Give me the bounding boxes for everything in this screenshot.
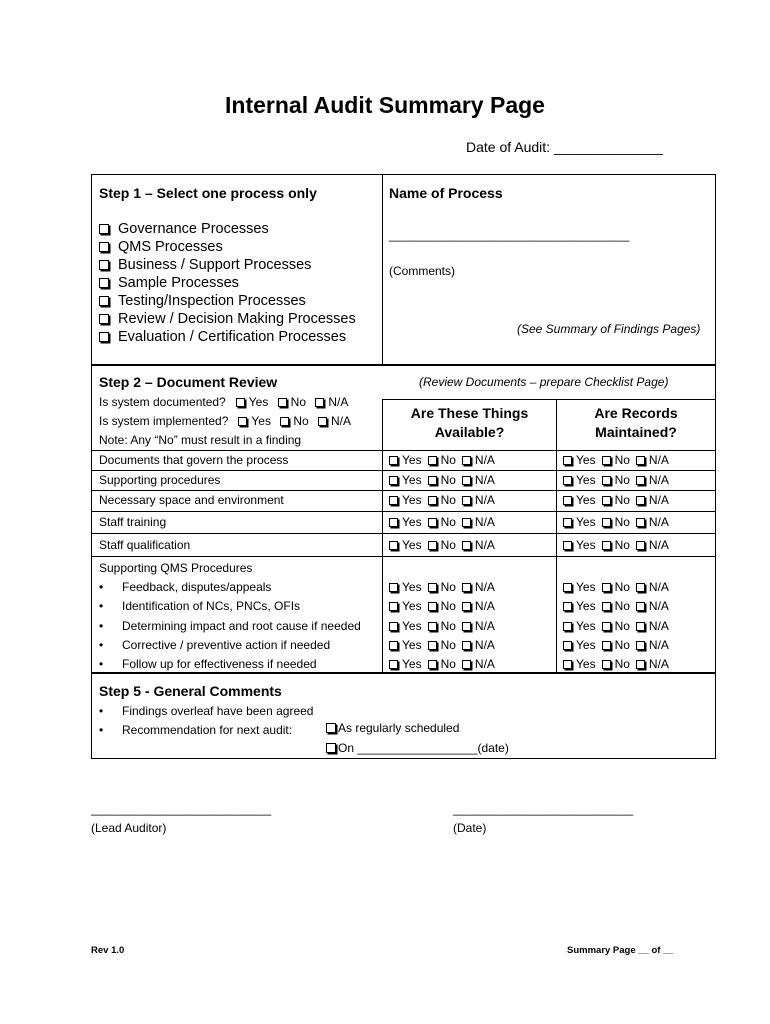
yes-no-na-options	[563, 580, 675, 594]
checkbox-icon[interactable]	[389, 456, 398, 465]
yes-option[interactable]: Yes	[389, 580, 422, 594]
qms-item: • Corrective / preventive action if needed	[99, 638, 331, 652]
date-option[interactable]: On __________________(date)	[326, 741, 509, 755]
no-option[interactable]: No	[602, 580, 630, 594]
checkbox-icon[interactable]	[563, 660, 572, 669]
no-option[interactable]: No	[428, 638, 456, 652]
na-option[interactable]: N/A	[636, 580, 669, 594]
checkbox-icon[interactable]	[636, 641, 645, 650]
checkbox-icon[interactable]	[636, 518, 645, 527]
no-option[interactable]: No	[602, 473, 630, 487]
checkbox-icon[interactable]	[563, 641, 572, 650]
yes-option[interactable]: Yes	[238, 414, 271, 428]
no-option[interactable]: No	[278, 395, 306, 409]
process-option[interactable]: Review / Decision Making Processes	[99, 310, 356, 328]
no-option[interactable]: No	[428, 580, 456, 594]
checkbox-icon[interactable]	[563, 583, 572, 592]
yes-option[interactable]: Yes	[563, 453, 596, 467]
yes-no-na-options	[563, 473, 675, 487]
column-header-available: Are These Things Available?	[410, 405, 529, 440]
checkbox-icon[interactable]	[389, 641, 398, 650]
yes-no-na-options	[563, 619, 675, 633]
column-header-records: Are Records Maintained?	[594, 405, 678, 440]
checkbox-icon[interactable]	[636, 456, 645, 465]
no-option[interactable]: No	[428, 619, 456, 633]
na-option[interactable]: N/A	[462, 493, 495, 507]
checkbox-icon[interactable]	[462, 496, 471, 505]
checkbox-icon[interactable]	[99, 296, 109, 306]
yes-no-na-options	[389, 453, 501, 467]
checkbox-icon[interactable]	[602, 476, 611, 485]
comment-bullet: • Recommendation for next audit:	[99, 723, 293, 737]
na-option[interactable]: N/A	[315, 395, 348, 409]
checkbox-icon[interactable]	[428, 496, 437, 505]
checkbox-icon[interactable]	[462, 602, 471, 611]
date-signature-line[interactable]: ___________________________	[453, 802, 634, 816]
lead-auditor-label: (Lead Auditor)	[91, 821, 167, 835]
checkbox-icon[interactable]	[636, 660, 645, 669]
row-label: Staff qualification	[99, 538, 191, 552]
lead-auditor-signature-line[interactable]: ___________________________	[91, 802, 272, 816]
yes-no-na-options	[389, 538, 501, 552]
checkbox-icon[interactable]	[428, 583, 437, 592]
checkbox-icon[interactable]	[563, 476, 572, 485]
na-option[interactable]: N/A	[636, 453, 669, 467]
na-option[interactable]: N/A	[462, 580, 495, 594]
na-option[interactable]: N/A	[462, 515, 495, 529]
na-option[interactable]: N/A	[462, 638, 495, 652]
checkbox-icon[interactable]	[428, 602, 437, 611]
yes-no-na-options	[389, 638, 501, 652]
checkbox-icon[interactable]	[326, 743, 336, 753]
yes-no-na-options	[563, 515, 675, 529]
question-documented: Is system documented? Yes No N/A	[99, 395, 349, 409]
checkbox-icon[interactable]	[428, 476, 437, 485]
yes-option[interactable]: Yes	[389, 619, 422, 633]
yes-option[interactable]: Yes	[389, 657, 422, 671]
checkbox-icon[interactable]	[462, 456, 471, 465]
yes-option[interactable]: Yes	[563, 638, 596, 652]
checkbox-icon[interactable]	[99, 314, 109, 324]
checkbox-icon[interactable]	[99, 332, 109, 342]
na-option[interactable]: N/A	[636, 538, 669, 552]
yes-option[interactable]: Yes	[563, 599, 596, 613]
qms-heading: Supporting QMS Procedures	[99, 561, 253, 575]
checkbox-icon[interactable]	[389, 602, 398, 611]
row-label: Staff training	[99, 515, 167, 529]
checkbox-icon[interactable]	[428, 456, 437, 465]
checkbox-icon[interactable]	[563, 456, 572, 465]
na-option[interactable]: N/A	[636, 638, 669, 652]
checkbox-icon[interactable]	[389, 541, 398, 550]
process-option[interactable]: Evaluation / Certification Processes	[99, 328, 356, 346]
no-option[interactable]: No	[602, 599, 630, 613]
checkbox-icon[interactable]	[602, 541, 611, 550]
page-title: Internal Audit Summary Page	[225, 92, 545, 118]
checkbox-icon[interactable]	[636, 496, 645, 505]
qms-item: • Identification of NCs, PNCs, OFIs	[99, 599, 301, 613]
yes-no-na-options	[389, 493, 501, 507]
na-option[interactable]: N/A	[636, 493, 669, 507]
checkbox-icon[interactable]	[428, 660, 437, 669]
yes-option[interactable]: Yes	[389, 493, 422, 507]
yes-option[interactable]: Yes	[563, 619, 596, 633]
checkbox-icon[interactable]	[428, 518, 437, 527]
checkbox-icon[interactable]	[636, 583, 645, 592]
checkbox-icon[interactable]	[563, 541, 572, 550]
comments-label: (Comments)	[389, 264, 456, 278]
question-implemented: Is system implemented? Yes No N/A	[99, 414, 352, 428]
checkbox-icon[interactable]	[428, 641, 437, 650]
yes-no-na-options	[389, 619, 501, 633]
qms-item: • Follow up for effectiveness if needed	[99, 657, 317, 671]
checkbox-icon[interactable]	[563, 602, 572, 611]
checkbox-icon[interactable]	[602, 641, 611, 650]
yes-option[interactable]: Yes	[236, 395, 269, 409]
checkbox-icon[interactable]	[389, 622, 398, 631]
checkbox-icon[interactable]	[389, 583, 398, 592]
na-option[interactable]: N/A	[318, 414, 351, 428]
yes-no-na-options	[563, 538, 675, 552]
qms-item: • Determining impact and root cause if needed	[99, 619, 361, 633]
checkbox-icon[interactable]	[428, 622, 437, 631]
no-option[interactable]: No	[428, 538, 456, 552]
no-option[interactable]: No	[602, 538, 630, 552]
yes-no-na-options	[563, 453, 675, 467]
na-option[interactable]: N/A	[462, 619, 495, 633]
divider	[382, 399, 715, 400]
process-option[interactable]: Governance Processes	[99, 220, 356, 238]
row-label: Supporting procedures	[99, 473, 221, 487]
checkbox-icon[interactable]	[636, 541, 645, 550]
checkbox-icon[interactable]	[602, 660, 611, 669]
yes-no-na-options	[563, 657, 675, 671]
no-option[interactable]: No	[428, 453, 456, 467]
yes-no-na-options	[563, 599, 675, 613]
checkbox-icon[interactable]	[99, 242, 109, 252]
no-option[interactable]: No	[602, 657, 630, 671]
yes-option[interactable]: Yes	[563, 538, 596, 552]
divider	[92, 556, 715, 557]
na-option[interactable]: N/A	[636, 515, 669, 529]
checkbox-icon[interactable]	[602, 622, 611, 631]
row-label: Necessary space and environment	[99, 493, 284, 507]
revision-label: Rev 1.0	[91, 945, 125, 956]
checkbox-icon[interactable]	[602, 583, 611, 592]
na-option[interactable]: N/A	[636, 619, 669, 633]
no-option[interactable]: No	[428, 493, 456, 507]
step5-section	[91, 673, 716, 759]
step1-section	[91, 174, 716, 365]
na-option[interactable]: N/A	[636, 599, 669, 613]
yes-option[interactable]: Yes	[389, 599, 422, 613]
process-option[interactable]: Testing/Inspection Processes	[99, 292, 356, 310]
na-option[interactable]: N/A	[636, 657, 669, 671]
no-option[interactable]: No	[602, 493, 630, 507]
yes-no-na-options	[389, 473, 501, 487]
scheduled-option[interactable]: As regularly scheduled	[326, 721, 459, 735]
checkbox-icon[interactable]	[563, 622, 572, 631]
checkbox-icon[interactable]	[389, 496, 398, 505]
checkbox-icon[interactable]	[462, 641, 471, 650]
na-option[interactable]: N/A	[462, 599, 495, 613]
checkbox-icon[interactable]	[389, 660, 398, 669]
checkbox-icon[interactable]	[602, 602, 611, 611]
name-of-process-heading: Name of Process	[389, 185, 503, 201]
na-option[interactable]: N/A	[462, 453, 495, 467]
checkbox-icon[interactable]	[462, 660, 471, 669]
checkbox-icon[interactable]	[563, 518, 572, 527]
yes-no-na-options	[563, 638, 675, 652]
yes-no-na-options	[389, 515, 501, 529]
process-option[interactable]: QMS Processes	[99, 238, 356, 256]
yes-option[interactable]: Yes	[563, 657, 596, 671]
checkbox-icon[interactable]	[389, 518, 398, 527]
checkbox-icon[interactable]	[462, 541, 471, 550]
checkbox-icon[interactable]	[462, 583, 471, 592]
yes-no-na-options	[389, 580, 501, 594]
checkbox-icon[interactable]	[636, 602, 645, 611]
yes-option[interactable]: Yes	[563, 473, 596, 487]
row-label: Documents that govern the process	[99, 453, 289, 467]
divider	[92, 511, 715, 512]
process-option[interactable]: Sample Processes	[99, 274, 356, 292]
checkbox-icon[interactable]	[99, 224, 109, 234]
checkbox-icon[interactable]	[462, 476, 471, 485]
no-option[interactable]: No	[602, 619, 630, 633]
checkbox-icon[interactable]	[636, 622, 645, 631]
no-option[interactable]: No	[602, 453, 630, 467]
checkbox-icon[interactable]	[462, 622, 471, 631]
no-option[interactable]: No	[428, 515, 456, 529]
comment-bullet: • Findings overleaf have been agreed	[99, 704, 314, 718]
checkbox-icon[interactable]	[326, 723, 336, 733]
date-of-audit-field[interactable]: Date of Audit: ______________	[466, 139, 663, 155]
qms-item: • Feedback, disputes/appeals	[99, 580, 272, 594]
checkbox-icon[interactable]	[636, 476, 645, 485]
no-option[interactable]: No	[280, 414, 308, 428]
na-option[interactable]: N/A	[636, 473, 669, 487]
checkbox-icon[interactable]	[602, 496, 611, 505]
yes-no-na-options	[563, 493, 675, 507]
process-list	[99, 220, 356, 346]
yes-option[interactable]: Yes	[563, 493, 596, 507]
see-summary-note: (See Summary of Findings Pages)	[517, 322, 701, 336]
checkbox-icon[interactable]	[563, 496, 572, 505]
na-option[interactable]: N/A	[462, 538, 495, 552]
divider	[382, 175, 383, 364]
step1-heading: Step 1 – Select one process only	[99, 185, 317, 201]
review-note: (Review Documents – prepare Checklist Page)	[419, 375, 669, 389]
no-option[interactable]: No	[428, 599, 456, 613]
yes-option[interactable]: Yes	[389, 473, 422, 487]
date-label: (Date)	[453, 821, 487, 835]
divider	[92, 450, 715, 451]
checkbox-icon[interactable]	[99, 278, 109, 288]
no-option[interactable]: No	[602, 638, 630, 652]
step5-heading: Step 5 - General Comments	[99, 683, 282, 699]
na-option[interactable]: N/A	[462, 657, 495, 671]
yes-no-na-options	[389, 599, 501, 613]
step2-section	[91, 365, 716, 673]
divider	[92, 533, 715, 534]
step2-heading: Step 2 – Document Review	[99, 374, 278, 390]
yes-option[interactable]: Yes	[389, 538, 422, 552]
checkbox-icon[interactable]	[389, 476, 398, 485]
divider	[92, 470, 715, 471]
yes-option[interactable]: Yes	[389, 453, 422, 467]
yes-no-na-options	[389, 657, 501, 671]
no-option[interactable]: No	[602, 515, 630, 529]
finding-note: Note: Any “No” must result in a finding	[99, 433, 302, 447]
page-number: Summary Page __ of __	[567, 945, 674, 956]
yes-option[interactable]: Yes	[563, 580, 596, 594]
na-option[interactable]: N/A	[462, 473, 495, 487]
checkbox-icon[interactable]	[602, 518, 611, 527]
process-name-field[interactable]: ____________________________________	[389, 228, 630, 242]
yes-option[interactable]: Yes	[389, 515, 422, 529]
divider	[92, 490, 715, 491]
checkbox-icon[interactable]	[602, 456, 611, 465]
no-option[interactable]: No	[428, 657, 456, 671]
checkbox-icon[interactable]	[99, 260, 109, 270]
yes-option[interactable]: Yes	[389, 638, 422, 652]
process-option[interactable]: Business / Support Processes	[99, 256, 356, 274]
yes-option[interactable]: Yes	[563, 515, 596, 529]
no-option[interactable]: No	[428, 473, 456, 487]
checkbox-icon[interactable]	[462, 518, 471, 527]
checkbox-icon[interactable]	[428, 541, 437, 550]
